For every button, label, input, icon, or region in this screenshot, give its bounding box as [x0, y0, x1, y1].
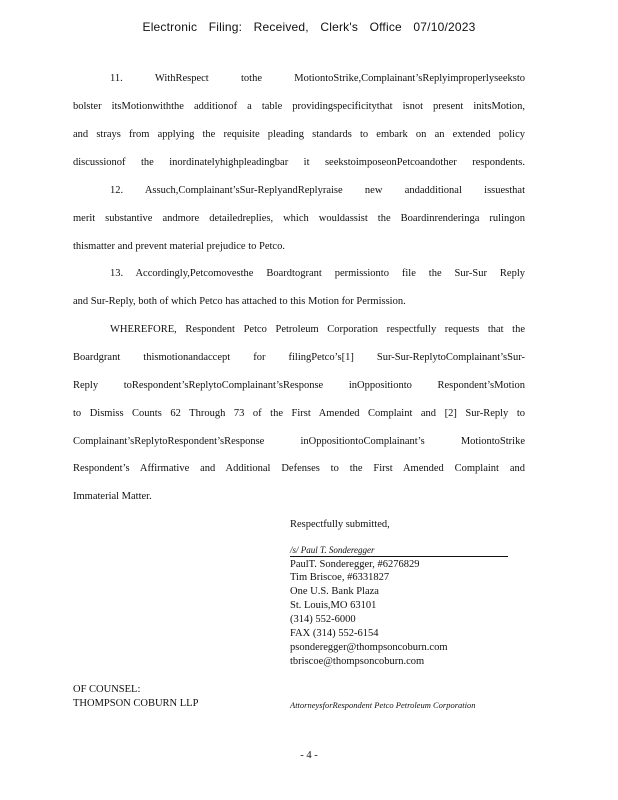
signature-line: [290, 556, 508, 557]
body-line: 11. WithRespect tothe MotiontoStrike,Complainant’sReplyimproperlyseeksto: [110, 73, 525, 84]
contact-line: Tim Briscoe, #6331827: [290, 572, 390, 583]
attorneys-for: AttorneysforRespondent Petco Petroleum Corporation: [290, 700, 476, 710]
contact-line: One U.S. Bank Plaza: [290, 586, 379, 597]
body-line: and strays from applying the requisite pleading standards to embark on an extended policy: [73, 129, 525, 140]
contact-line: St. Louis,MO 63101: [290, 600, 377, 611]
body-line: discussionof the inordinatelyhighpleadingbar it seekstoimposeonPetcoandother respondents.: [73, 157, 525, 168]
of-counsel-label: OF COUNSEL:: [73, 684, 141, 695]
body-line: merit substantive andmore detailedreplies, which wouldassist the Boardinrenderinga rulingon: [73, 213, 525, 224]
contact-email: tbriscoe@thompsoncoburn.com: [290, 656, 425, 667]
body-line: Complainant’sReplytoRespondent’sResponse inOppositiontoComplainant’s MotiontoStrike: [73, 436, 525, 447]
body-line: Boardgrant thismotionandaccept for filingPetco’s[1] Sur-Sur-ReplytoComplainant’sSur-: [73, 352, 525, 363]
signature: /s/ Paul T. Sonderegger: [290, 545, 375, 555]
contact-line: PaulT. Sonderegger, #6276829: [290, 559, 420, 570]
body-line: to Dismiss Counts 62 Through 73 of the First Amended Complaint and [2] Sur-Reply to: [73, 408, 525, 419]
body-line: thismatter and prevent material prejudice to Petco.: [73, 241, 285, 252]
body-line: Respondent’s Affirmative and Additional Defenses to the First Amended Complaint and: [73, 463, 525, 474]
body-line: bolster itsMotionwiththe additionof a table providingspecificitythat isnot present initsMotion,: [73, 101, 525, 112]
contact-email: psonderegger@thompsoncoburn.com: [290, 642, 448, 653]
firm-name: THOMPSON COBURN LLP: [73, 698, 199, 709]
contact-line: (314) 552-6000: [290, 614, 356, 625]
contact-line: FAX (314) 552-6154: [290, 628, 379, 639]
body-line: Immaterial Matter.: [73, 491, 152, 502]
closing: Respectfully submitted,: [290, 519, 390, 530]
page-number: - 4 -: [300, 750, 318, 761]
body-line: 12. Assuch,Complainant’sSur-ReplyandReplyraise new andadditional issuesthat: [110, 185, 525, 196]
body-line: Reply toRespondent’sReplytoComplainant’sResponse inOppositionto Respondent’sMotion: [73, 380, 525, 391]
body-line: 13. Accordingly,Petcomovesthe Boardtogrant permissionto file the Sur-Sur Reply: [110, 268, 525, 279]
body-line: WHEREFORE, Respondent Petco Petroleum Corporation respectfully requests that the: [110, 324, 525, 335]
filing-header: Electronic Filing: Received, Clerk's Office 07/10/2023: [142, 20, 476, 34]
body-line: and Sur-Reply, both of which Petco has attached to this Motion for Permission.: [73, 296, 406, 307]
